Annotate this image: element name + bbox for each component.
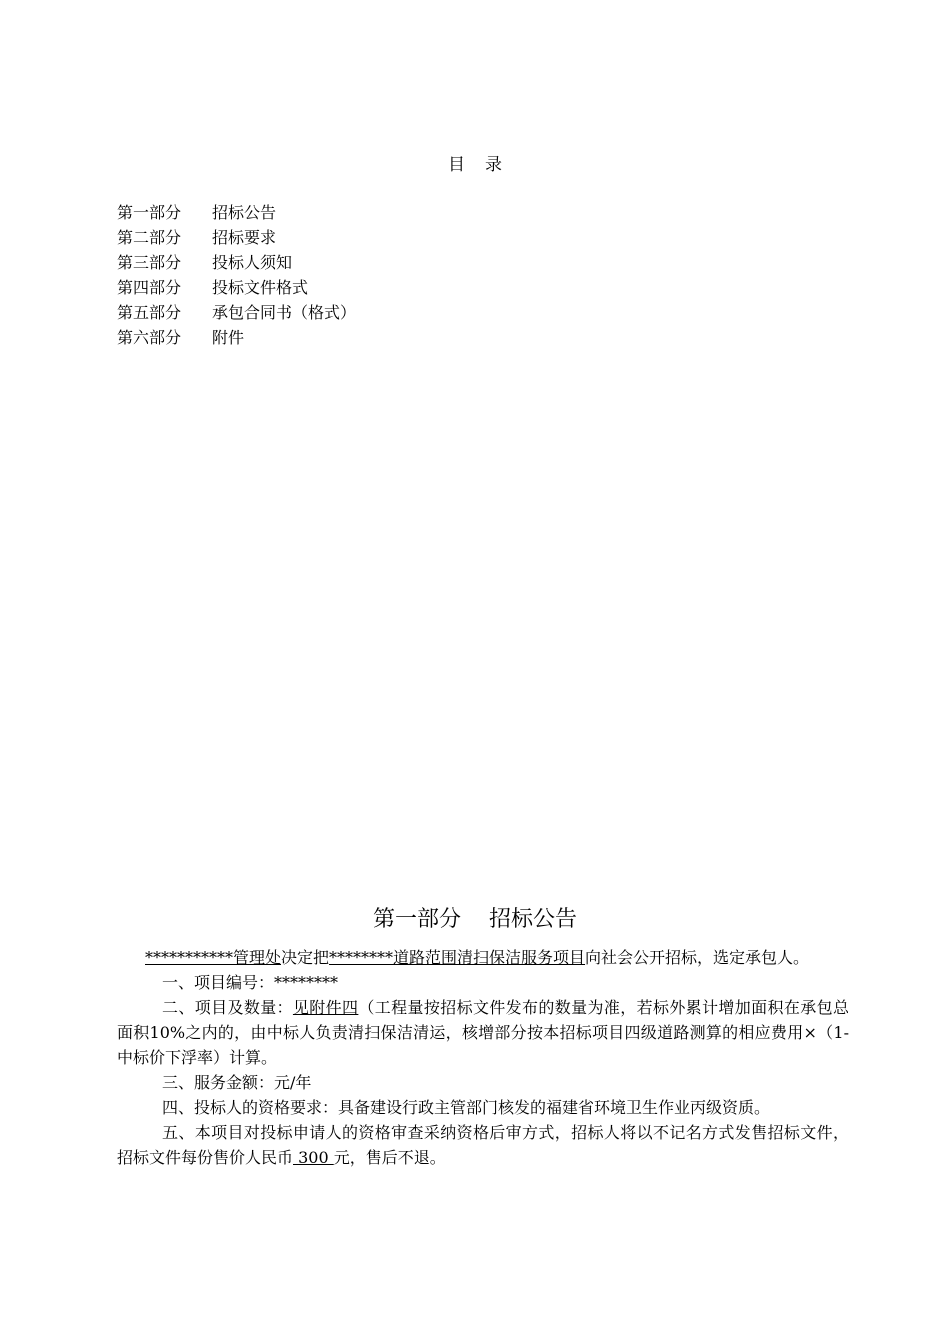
item-review-method [117, 1120, 849, 1170]
item-project-quantity [117, 995, 849, 1070]
item-qualification: 四、投标人的资格要求：具备建设行政主管部门核发的福建省环境卫生作业丙级资质。 [162, 1098, 771, 1117]
section-title-part: 第一部分 [372, 907, 461, 932]
item-project-number: 一、项目编号：******** [162, 973, 339, 992]
toc-title-char-1: 目 [448, 155, 465, 175]
toc-item-part: 第四部分 [117, 278, 182, 297]
toc-item-name: 承包合同书（格式） [212, 303, 357, 322]
toc-item-part: 第六部分 [117, 328, 182, 347]
announcement-body [117, 945, 849, 1170]
toc-item-3[interactable] [117, 250, 356, 275]
toc-item-4[interactable] [117, 275, 356, 300]
toc-item-6[interactable] [117, 325, 356, 350]
toc-item-name: 投标人须知 [212, 253, 293, 272]
item2-tail: （工程量按招标文件发布的数量为准，若标外累计增加面积在承包总面积10%之内的，由中标人负责清扫保洁清运，核增部分按本招标项目四级道路测算的相应费用×（1-中标价下浮率）计算。 [117, 998, 849, 1067]
toc-item-5[interactable] [117, 300, 356, 325]
toc-item-name: 招标公告 [212, 203, 277, 222]
toc-item-name: 附件 [212, 328, 245, 347]
intro-tail: 向社会公开招标，选定承包人。 [585, 948, 810, 967]
org-name: ***********管理处 [145, 948, 282, 967]
toc-item-part: 第三部分 [117, 253, 182, 272]
item2-head: 二、项目及数量： [162, 998, 293, 1017]
attachment-link[interactable]: 见附件四 [292, 998, 359, 1017]
toc-item-name: 投标文件格式 [212, 278, 309, 297]
toc-item-2[interactable] [117, 225, 356, 250]
toc-item-part: 第二部分 [117, 228, 182, 247]
item5-head: 五、本项目对投标申请人的资格审查采纳资格后审方式，招标人将以不记名方式发售招标文件，招标文件每份售价人民币 [117, 1123, 849, 1167]
toc-title-char-2: 录 [485, 155, 502, 175]
section-title [0, 904, 950, 936]
item5-tail: 元，售后不退。 [333, 1148, 446, 1167]
item-service-amount: 三、服务金额：元/年 [162, 1073, 312, 1092]
toc-item-1[interactable] [117, 200, 356, 225]
toc-list [117, 200, 356, 350]
document-price: 300 [293, 1148, 334, 1167]
toc-item-name: 招标要求 [212, 228, 277, 247]
toc-item-part: 第一部分 [117, 203, 182, 222]
project-name: ********道路范围清扫保洁服务项目 [329, 948, 586, 967]
intro-mid: 决定把 [281, 948, 330, 967]
toc-item-part: 第五部分 [117, 303, 182, 322]
section-title-name: 招标公告 [489, 907, 578, 932]
toc-title [0, 150, 950, 175]
intro-paragraph [117, 945, 849, 970]
